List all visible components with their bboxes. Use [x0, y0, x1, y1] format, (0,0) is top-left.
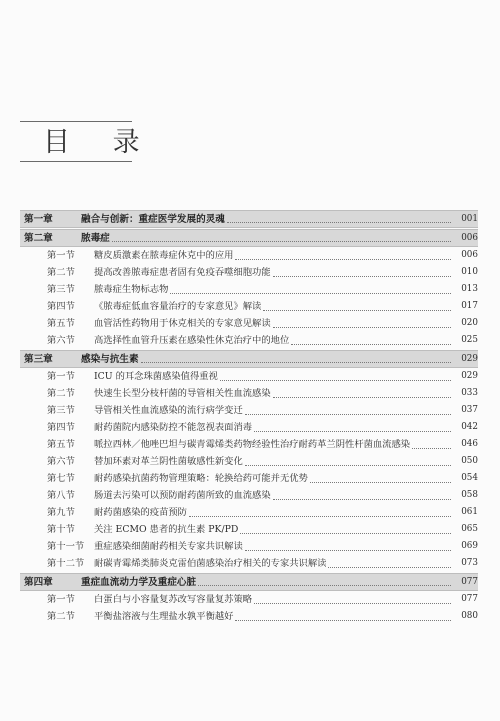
toc-section-row[interactable]: [20, 247, 478, 264]
toc-section-row[interactable]: [20, 368, 478, 385]
leader-dots: [198, 584, 451, 586]
leader-dots: [254, 602, 451, 604]
section-number: 第八节: [47, 490, 75, 501]
toc-section-row[interactable]: [20, 436, 478, 453]
section-title: 糖皮质激素在脓毒症休克中的应用: [94, 250, 234, 261]
chapter-number: 第一章: [24, 213, 53, 225]
section-title: 快速生长型分枝杆菌的导管相关性血流感染: [94, 388, 271, 399]
section-title: 高选择性血管升压素在感染性休克治疗中的地位: [94, 335, 290, 346]
leader-dots: [412, 447, 451, 449]
section-number: 第三节: [47, 284, 75, 295]
page-number: 077: [461, 594, 478, 604]
toc-section-row[interactable]: [20, 402, 478, 419]
section-title: 《脓毒症低血容量治疗的专家意见》解读: [94, 301, 262, 312]
page-number: 077: [461, 576, 478, 587]
toc-section-row[interactable]: [20, 281, 478, 298]
section-title: 重症感染细菌耐药相关专家共识解读: [94, 541, 243, 552]
leader-dots: [220, 379, 451, 381]
toc-section-row[interactable]: [20, 470, 478, 487]
chapter-number: 第二章: [24, 232, 53, 244]
section-title: 导管相关性血流感染的流行病学变迁: [94, 405, 243, 416]
chapter-title: 融合与创新：重症医学发展的灵魂: [81, 213, 225, 225]
section-number: 第一节: [47, 594, 75, 605]
table-of-contents: [20, 209, 478, 625]
section-title: 白蛋白与小容量复苏改写容量复苏策略: [94, 594, 253, 605]
section-title: 平衡盐溶液与生理盐水孰平衡越好: [94, 611, 234, 622]
section-title: 关注 ECMO 患者的抗生素 PK/PD: [94, 524, 239, 535]
page-number: 029: [461, 353, 478, 364]
leader-dots: [273, 326, 451, 328]
section-number: 第三节: [47, 405, 75, 416]
leader-dots: [291, 343, 451, 345]
page-number: 013: [461, 284, 478, 294]
toc-section-row[interactable]: [20, 298, 478, 315]
section-number: 第四节: [47, 422, 75, 433]
toc-section-row[interactable]: [20, 385, 478, 402]
toc-section-row[interactable]: [20, 608, 478, 625]
page-number: 065: [461, 524, 478, 534]
page-number: 033: [461, 388, 478, 398]
leader-dots: [245, 549, 451, 551]
toc-chapter-row[interactable]: [20, 210, 478, 228]
page-number: 017: [461, 301, 478, 311]
toc-chapter-row[interactable]: [20, 229, 478, 247]
chapter-number: 第四章: [24, 576, 53, 588]
leader-dots: [263, 309, 451, 311]
section-number: 第二节: [47, 388, 75, 399]
leader-dots: [141, 361, 451, 363]
section-number: 第一节: [47, 250, 75, 261]
toc-section-row[interactable]: [20, 521, 478, 538]
section-number: 第六节: [47, 456, 75, 467]
chapter-title: 感染与抗生素: [81, 353, 139, 365]
section-title: 耐药菌感染的疫苗预防: [94, 507, 187, 518]
section-number: 第一节: [47, 371, 75, 382]
section-title: 替加环素对革兰阴性菌敏感性新变化: [94, 456, 243, 467]
section-title: 脓毒症生物标志物: [94, 284, 169, 295]
section-number: 第六节: [47, 335, 75, 346]
section-number: 第九节: [47, 507, 75, 518]
toc-chapter-row[interactable]: [20, 350, 478, 368]
page-number: 080: [461, 611, 478, 621]
leader-dots: [112, 240, 451, 242]
section-number: 第五节: [47, 318, 75, 329]
chapter-title: 脓毒症: [81, 232, 110, 244]
section-title: 哌拉西林／他唑巴坦与碳青霉烯类药物经验性治疗耐药革兰阴性杆菌血流感染: [94, 439, 411, 450]
leader-dots: [227, 221, 451, 223]
toc-section-row[interactable]: [20, 419, 478, 436]
section-number: 第十节: [47, 524, 75, 535]
page-number: 073: [461, 558, 478, 568]
leader-dots: [273, 396, 451, 398]
leader-dots: [273, 498, 451, 500]
title-rule-bottom: [20, 161, 132, 162]
leader-dots: [189, 515, 451, 517]
page-number: 054: [461, 473, 478, 483]
section-number: 第二节: [47, 611, 75, 622]
page-number: 029: [461, 371, 478, 381]
section-title: ICU 的耳念珠菌感染值得重视: [94, 371, 218, 382]
toc-section-row[interactable]: [20, 538, 478, 555]
leader-dots: [245, 413, 451, 415]
page-number: 001: [461, 213, 478, 224]
page-number: 050: [461, 456, 478, 466]
section-number: 第十二节: [47, 558, 85, 569]
page-number: 020: [461, 318, 478, 328]
page-number: 010: [461, 267, 478, 277]
toc-section-row[interactable]: [20, 315, 478, 332]
toc-section-row[interactable]: [20, 504, 478, 521]
page-number: 006: [461, 232, 478, 243]
leader-dots: [310, 481, 451, 483]
chapter-title: 重症血流动力学及重症心脏: [81, 576, 197, 588]
section-title: 肠道去污染可以预防耐药菌所致的血流感染: [94, 490, 271, 501]
leader-dots: [273, 275, 451, 277]
toc-section-row[interactable]: [20, 453, 478, 470]
leader-dots: [235, 619, 451, 621]
section-title: 血管活性药物用于休克相关的专家意见解读: [94, 318, 271, 329]
leader-dots: [254, 430, 451, 432]
section-title: 耐药感染抗菌药物管理策略：轮换给药可能并无优势: [94, 473, 308, 484]
section-number: 第二节: [47, 267, 75, 278]
page-number: 006: [461, 250, 478, 260]
leader-dots: [170, 292, 451, 294]
toc-section-row[interactable]: [20, 555, 478, 572]
section-title: 耐药菌院内感染防控不能忽视表面消毒: [94, 422, 253, 433]
page-number: 058: [461, 490, 478, 500]
toc-section-row[interactable]: [20, 487, 478, 504]
page-number: 025: [461, 335, 478, 345]
section-number: 第五节: [47, 439, 75, 450]
toc-section-row[interactable]: [20, 264, 478, 281]
page-number: 069: [461, 541, 478, 551]
section-title: 耐碳青霉烯类肺炎克雷伯菌感染治疗相关的专家共识解读: [94, 558, 327, 569]
section-title: 提高改善脓毒症患者固有免疫吞噬细胞功能: [94, 267, 271, 278]
section-number: 第四节: [47, 301, 75, 312]
chapter-number: 第三章: [24, 353, 53, 365]
title-rule-top: [20, 121, 132, 122]
leader-dots: [240, 532, 451, 534]
toc-section-row[interactable]: [20, 591, 478, 608]
page-title: 目 录: [43, 127, 157, 158]
section-number: 第七节: [47, 473, 75, 484]
toc-chapter-row[interactable]: [20, 573, 478, 591]
leader-dots: [328, 566, 451, 568]
page-number: 037: [461, 405, 478, 415]
page-number: 042: [461, 422, 478, 432]
leader-dots: [235, 258, 451, 260]
page-number: 046: [461, 439, 478, 449]
leader-dots: [245, 464, 451, 466]
page-number: 061: [461, 507, 478, 517]
section-number: 第十一节: [47, 541, 85, 552]
toc-title-block: [20, 121, 160, 163]
toc-section-row[interactable]: [20, 332, 478, 349]
